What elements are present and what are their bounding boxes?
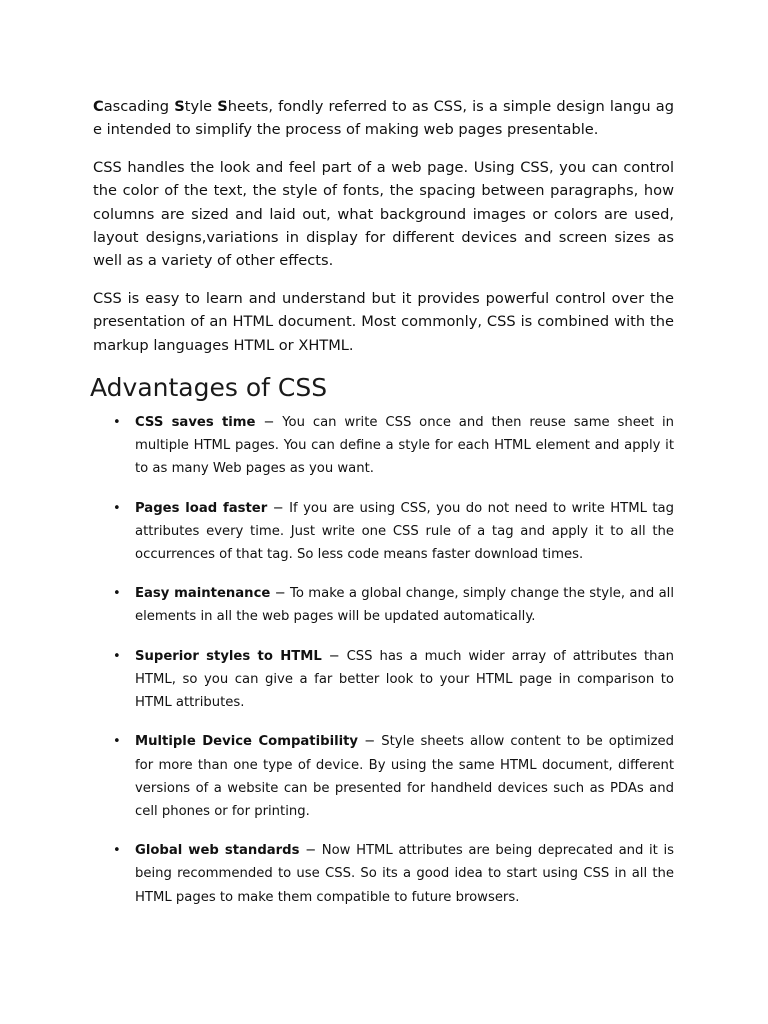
advantage-text: − You can write CSS once and then reuse same sheet in multiple HTML pages. You can define a style for each HTML element and apply it to as many Web pages as you want. [135, 415, 675, 477]
initial-s2: S [217, 98, 228, 115]
bullet-icon: • [113, 586, 121, 602]
list-item [93, 645, 674, 715]
advantage-text: − Now HTML attributes are being deprecated and it is being recommended to use CSS. So its a good idea to start using CSS in all the HTML pages to make them compatible to future browsers. [135, 843, 674, 905]
advantages-heading: Advantages of CSS [90, 373, 328, 403]
list-item [93, 411, 674, 481]
bullet-icon: • [113, 648, 121, 664]
bullet-icon: • [113, 415, 121, 431]
bullet-icon: • [113, 500, 121, 516]
bullet-icon: • [113, 734, 121, 750]
advantage-term: Easy maintenance [135, 586, 271, 602]
advantage-term: Multiple Device Compatibility [135, 734, 359, 750]
advantage-text: − Style sheets allow content to be optimized for more than one type of device. By using the same HTML document, different versions of a website can be presented for handheld devices such as PDAs and cell phones or for printing. [135, 734, 674, 819]
list-item [93, 839, 674, 909]
advantage-text: − If you are using CSS, you do not need to write HTML tag attributes every time. Just write one CSS rule of a tag and apply it to all the occurrences of that tag. So less code means faster download times. [135, 500, 674, 563]
advantage-text: − CSS has a much wider array of attributes than HTML, so you can give a far better look to your HTML page in comparison to HTML attributes. [135, 648, 674, 711]
intro-paragraph-1 [93, 95, 674, 142]
list-item [93, 582, 674, 628]
advantages-list [93, 411, 674, 909]
intro-paragraph-3: CSS is easy to learn and understand but it provides powerful control over the presentation of an HTML document. Most commonly, CSS is combined with the markup languages HTML or XHTML. [93, 289, 674, 354]
intro-p1-text-1: ascading [103, 98, 175, 115]
advantage-text: − To make a global change, simply change the style, and all elements in all the web pages will be updated automatically. [135, 586, 674, 625]
advantage-term: CSS saves time [135, 415, 256, 431]
list-item [93, 497, 674, 567]
advantage-term: Superior styles to HTML [135, 648, 322, 664]
bullet-icon: • [113, 843, 121, 859]
advantage-term: Global web standards [135, 843, 300, 859]
document-page [90, 95, 675, 925]
intro-paragraph-2: CSS handles the look and feel part of a web page. Using CSS, you can control the color of the text, the style of fonts, the spacing between paragraphs, how columns are sized and laid out, what background images or colors are used, layout designs,variations in display for different devices and screen sizes as well as a variety of other effects. [93, 158, 674, 270]
intro-p1-text-3: heets, fondly referred to as CSS, is a simple design langu age intended to simplify the process of making web pages presentable. [93, 98, 675, 139]
intro-p1-text-2: tyle [184, 98, 218, 115]
initial-c: C [93, 98, 104, 115]
initial-s1: S [174, 98, 185, 115]
intro-section [93, 95, 674, 357]
list-item [93, 730, 674, 823]
advantage-term: Pages load faster [135, 500, 268, 516]
